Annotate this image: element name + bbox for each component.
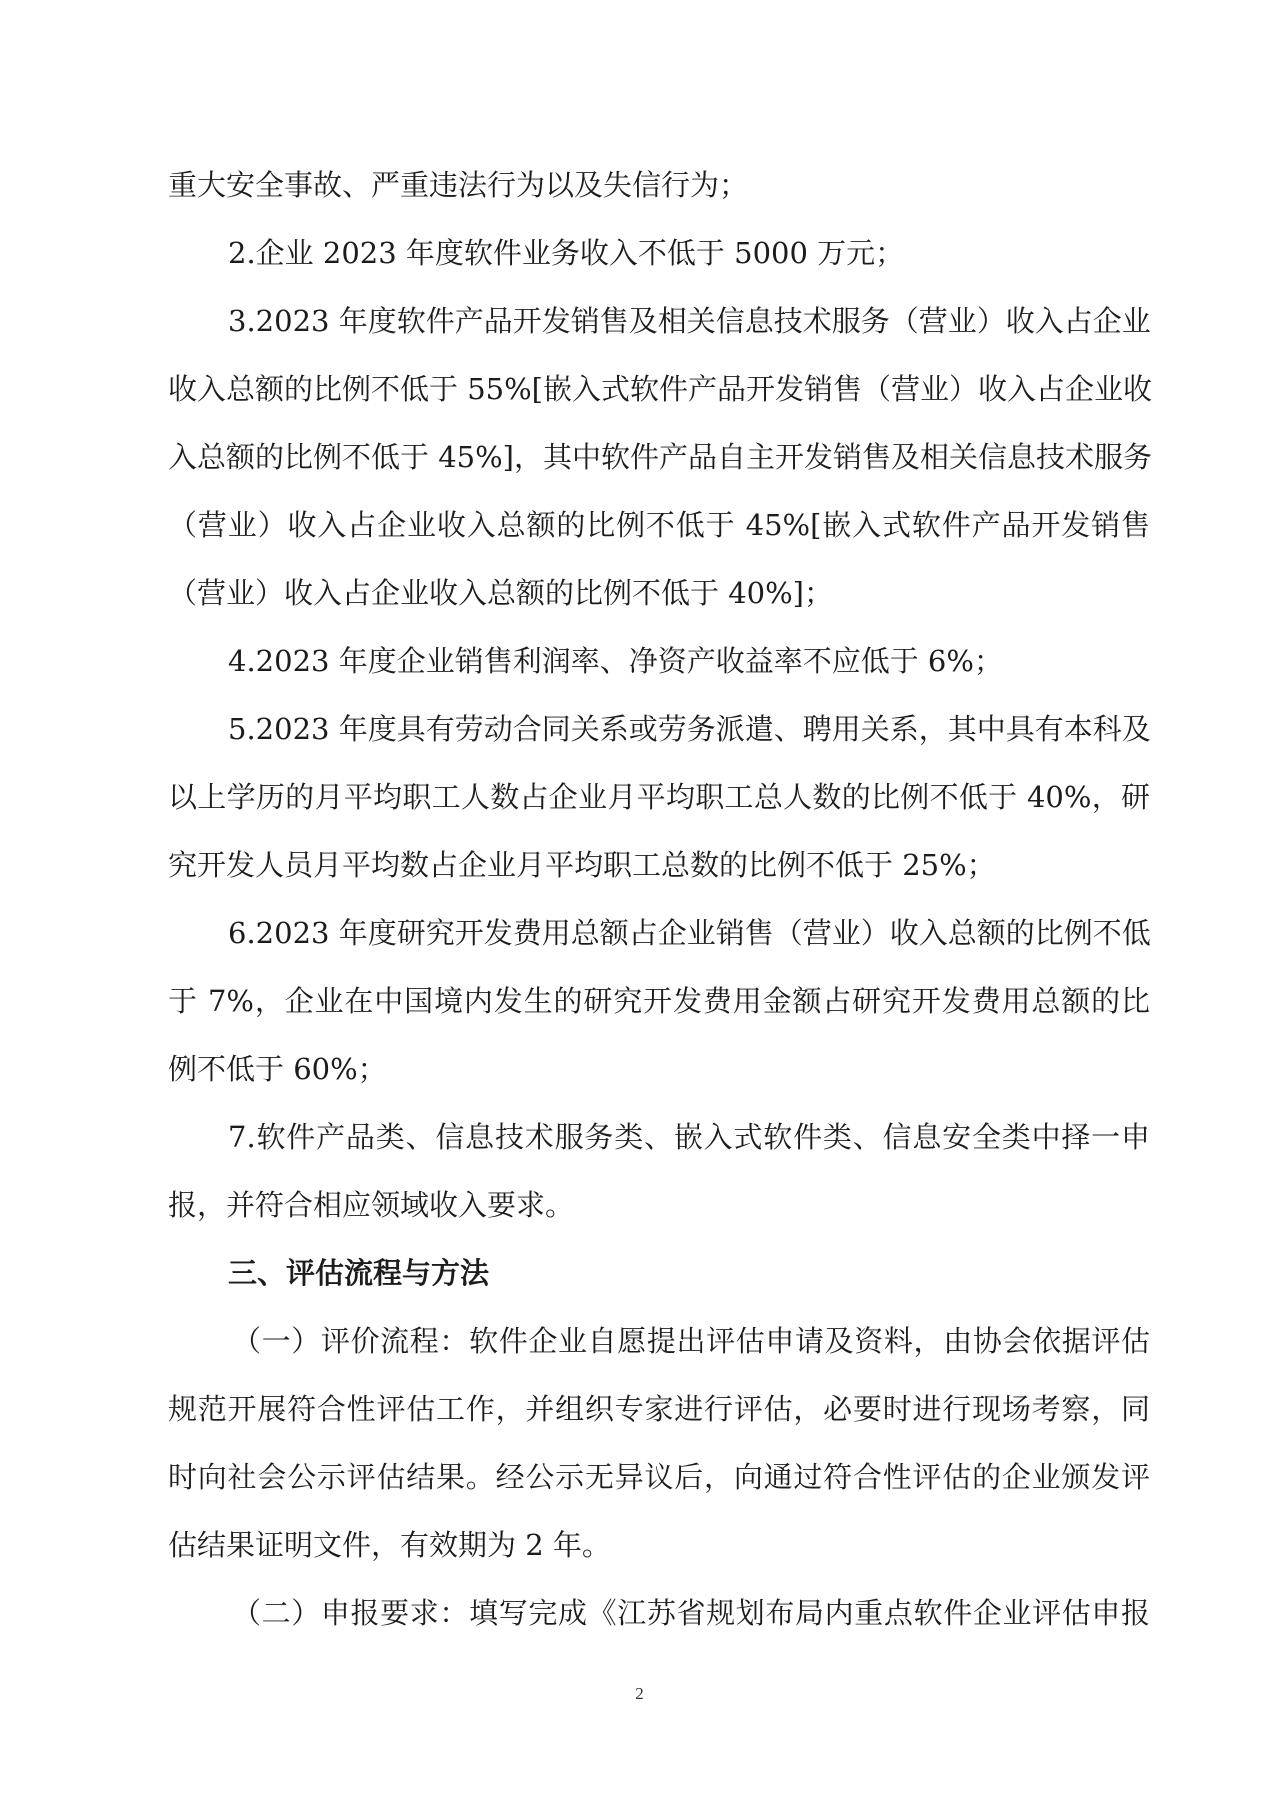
section-heading: 三、评估流程与方法 (228, 1256, 490, 1290)
body-text-line: 6.2023 年度研究开发费用总额占企业销售（营业）收入总额的比例不低 (228, 916, 1151, 950)
body-text-line: 入总额的比例不低于 45%]，其中软件产品自主开发销售及相关信息技术服务 (168, 440, 1152, 474)
body-text-line: 时向社会公示评估结果。经公示无异议后，向通过符合性评估的企业颁发评 (168, 1460, 1150, 1494)
body-text-line: 规范开展符合性评估工作，并组织专家进行评估，必要时进行现场考察，同 (168, 1392, 1150, 1426)
page-number: 2 (635, 1684, 644, 1703)
body-text-line: 3.2023 年度软件产品开发销售及相关信息技术服务（营业）收入占企业 (228, 304, 1151, 338)
body-text-line: 重大安全事故、严重违法行为以及失信行为； (168, 168, 749, 202)
body-text-line: （营业）收入占企业收入总额的比例不低于 40%]； (168, 576, 833, 610)
body-text-line: 7.软件产品类、信息技术服务类、嵌入式软件类、信息安全类中择一申 (228, 1120, 1150, 1154)
body-text-line: 收入总额的比例不低于 55%[嵌入式软件产品开发销售（营业）收入占企业收 (168, 372, 1152, 406)
body-text-line: （二）申报要求：填写完成《江苏省规划布局内重点软件企业评估申报 (232, 1596, 1150, 1630)
body-text-line: 估结果证明文件，有效期为 2 年。 (168, 1528, 611, 1562)
body-text-line: 4.2023 年度企业销售利润率、净资产收益率不应低于 6%； (228, 644, 1003, 678)
body-text-line: 5.2023 年度具有劳动合同关系或劳务派遣、聘用关系，其中具有本科及 (228, 712, 1151, 746)
body-text-line: （一）评价流程：软件企业自愿提出评估申请及资料，由协会依据评估 (232, 1324, 1150, 1358)
body-text-line: 例不低于 60%； (168, 1052, 387, 1086)
body-text-line: 以上学历的月平均职工人数占企业月平均职工总人数的比例不低于 40%，研 (168, 780, 1150, 814)
body-text-line: 于 7%，企业在中国境内发生的研究开发费用金额占研究开发费用总额的比 (168, 984, 1150, 1018)
body-text-line: 报，并符合相应领域收入要求。 (168, 1188, 575, 1222)
body-text-line: 2.企业 2023 年度软件业务收入不低于 5000 万元； (228, 236, 905, 270)
body-text-line: （营业）收入占企业收入总额的比例不低于 45%[嵌入式软件产品开发销售 (168, 508, 1150, 542)
body-text-line: 究开发人员月平均数占企业月平均职工总数的比例不低于 25%； (168, 848, 996, 882)
